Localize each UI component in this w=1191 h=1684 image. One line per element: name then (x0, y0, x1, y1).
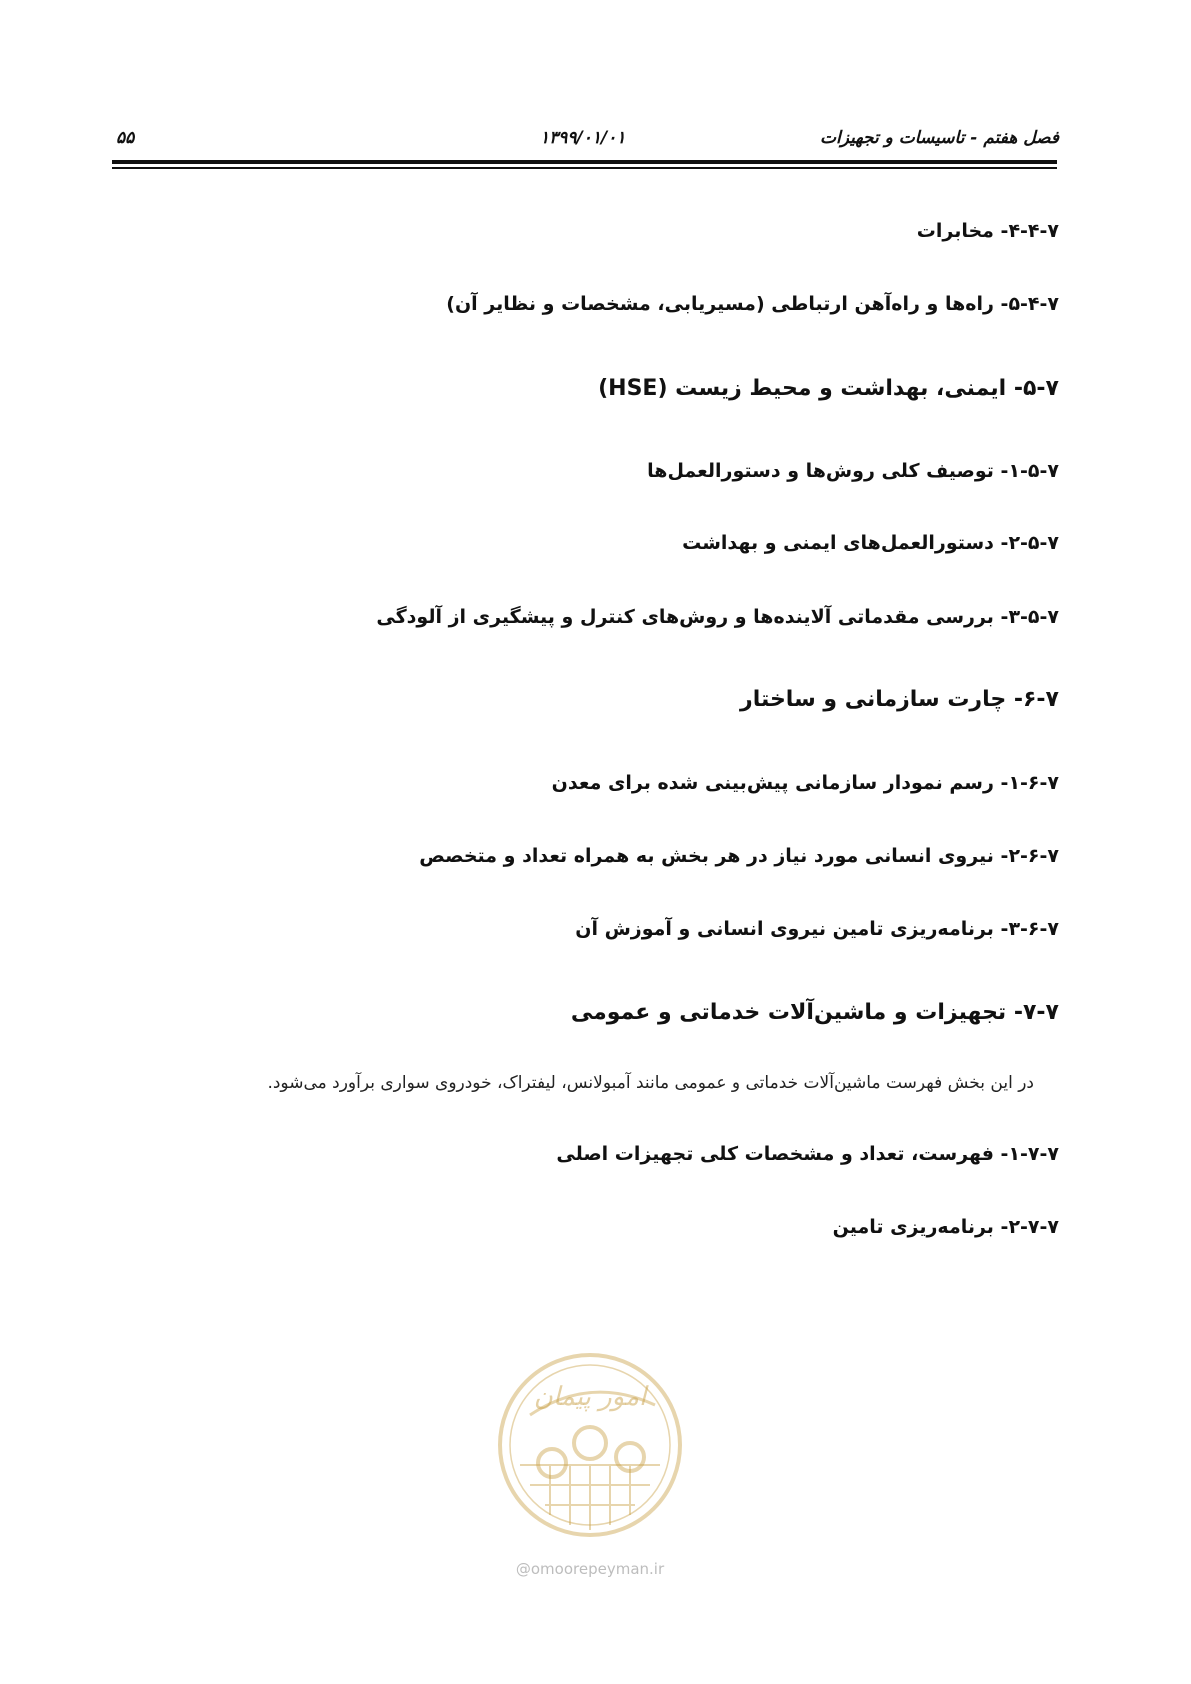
heading-7-5: ۵-۷- ایمنی، بهداشت و محیط زیست (HSE) (598, 376, 1059, 401)
header-rule-thick (112, 160, 1057, 164)
heading-7-6: ۶-۷- چارت سازمانی و ساختار (740, 687, 1059, 712)
heading-7-6-1: ۱-۶-۷- رسم نمودار سازمانی پیش‌بینی شده برای معدن (551, 772, 1059, 794)
heading-7-5-2: ۲-۵-۷- دستورالعمل‌های ایمنی و بهداشت (682, 532, 1059, 554)
chapter-title: فصل هفتم - تاسیسات و تجهیزات (819, 128, 1059, 148)
document-date: ۱۳۹۹/۰۱/۰۱ (540, 128, 626, 148)
heading-7-4-4: ۴-۴-۷- مخابرات (916, 220, 1059, 242)
heading-7-4-5: ۵-۴-۷- راه‌ها و راه‌آهن ارتباطی (مسیریابی، مشخصات و نظایر آن) (446, 293, 1059, 315)
heading-7-5-1: ۱-۵-۷- توصیف کلی روش‌ها و دستورالعمل‌ها (647, 460, 1059, 482)
heading-7-7: ۷-۷- تجهیزات و ماشین‌آلات خدماتی و عمومی (570, 1000, 1059, 1025)
page-number: ۵۵ (116, 128, 135, 148)
heading-7-7-2: ۲-۷-۷- برنامه‌ریزی تامین (832, 1216, 1059, 1238)
watermark-site: @omoorepeyman.ir (515, 1560, 665, 1578)
watermark-logo-text: امور پیمان (533, 1382, 647, 1412)
heading-7-7-1: ۱-۷-۷- فهرست، تعداد و مشخصات کلی تجهیزات اصلی (556, 1143, 1059, 1165)
heading-7-6-2: ۲-۶-۷- نیروی انسانی مورد نیاز در هر بخش به همراه تعداد و متخصص (419, 845, 1059, 867)
watermark-seal (490, 1345, 690, 1545)
heading-7-6-3: ۳-۶-۷- برنامه‌ریزی تامین نیروی انسانی و آموزش آن (575, 918, 1059, 940)
body-paragraph: در این بخش فهرست ماشین‌آلات خدماتی و عمومی مانند آمبولانس، لیفتراک، خودروی سواری برآورد می‌شود. (267, 1073, 1034, 1093)
heading-7-5-3: ۳-۵-۷- بررسی مقدماتی آلاینده‌ها و روش‌های کنترل و پیشگیری از آلودگی (376, 606, 1059, 628)
header-rule-thin (112, 167, 1057, 169)
